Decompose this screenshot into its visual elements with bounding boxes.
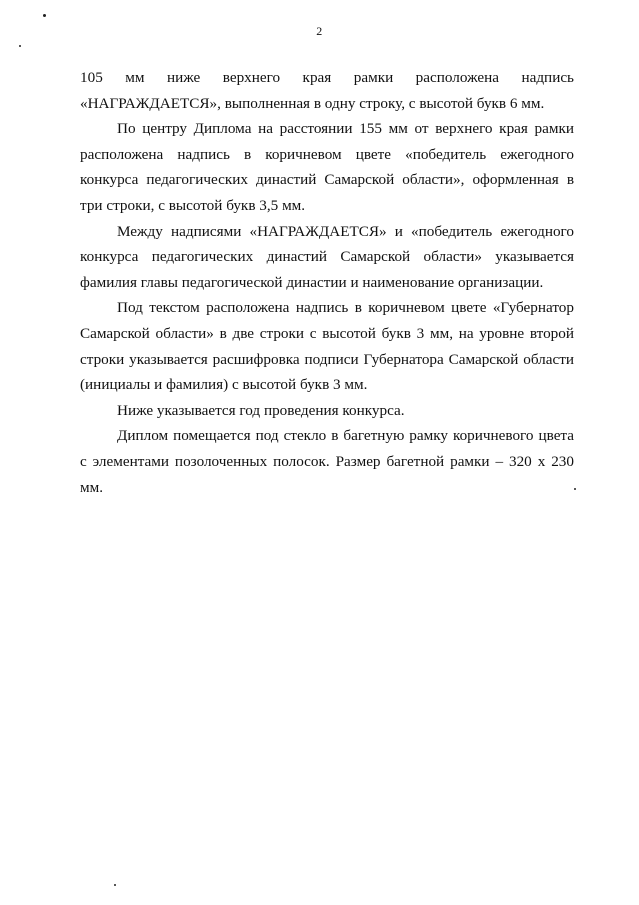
paragraph-award-heading-position: 105 мм ниже верхнего края рамки расположена надпись «НАГРАЖДАЕТСЯ», выполненная в одну строку, с высотой букв 6 мм. [80, 69, 574, 112]
paragraph-frame-description: Диплом помещается под стекло в багетную рамку коричневого цвета с элементами позолоченных полосок. Размер багетной рамки – 320 х 230 мм. [80, 427, 574, 496]
paragraph-dynasty-name: Между надписями «НАГРАЖДАЕТСЯ» и «победитель ежегодного конкурса педагогических династий Самарской области» указывается фамилия главы педагогической династии и наименование организации. [80, 222, 574, 291]
document-body [80, 65, 574, 500]
scan-speck [114, 884, 116, 886]
paragraph-winner-caption: По центру Диплома на расстоянии 155 мм от верхнего края рамки расположена надпись в коричневом цвете «победитель ежегодного конкурса педагогических династий Самарской области», оформленная в три строки, с высотой букв 3,5 мм. [80, 120, 574, 214]
scan-speck [574, 488, 576, 490]
scan-speck [19, 45, 21, 47]
paragraph-contest-year: Ниже указывается год проведения конкурса. [117, 401, 405, 419]
paragraph-governor-signature: Под текстом расположена надпись в коричневом цвете «Губернатор Самарской области» в две строки с высотой букв 3 мм, на уровне второй строки указывается расшифровка подписи Губернатора Самарской области (инициалы и фамилия) с высотой букв 3 мм. [80, 299, 574, 394]
scan-speck [43, 14, 46, 17]
page-number: 2 [316, 24, 323, 38]
